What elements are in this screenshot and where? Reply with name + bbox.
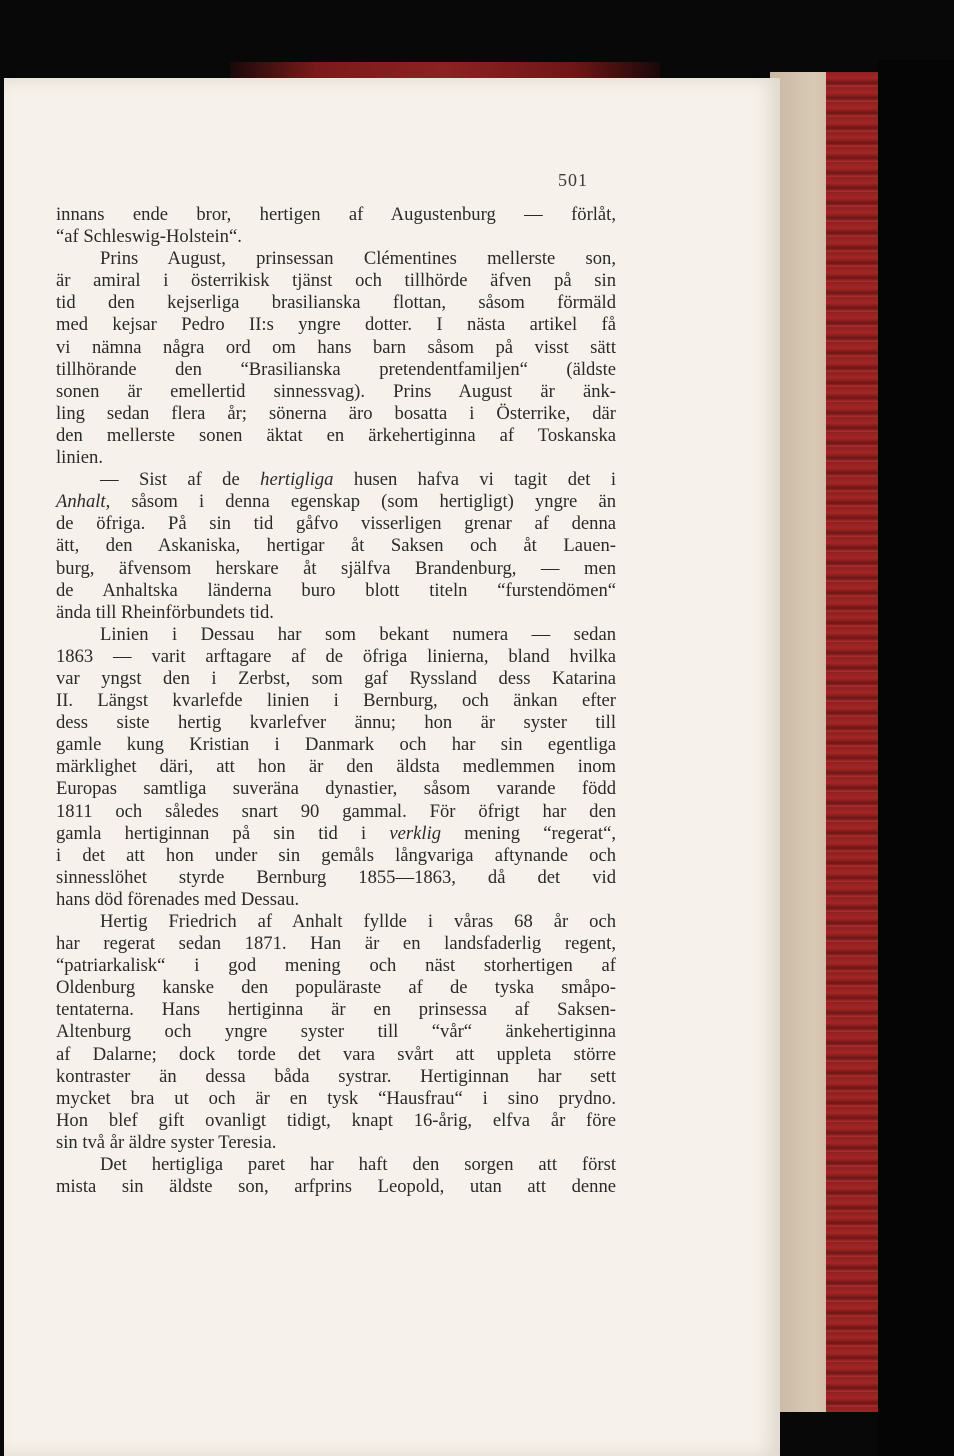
text-line: är amiral i österrikisk tjänst och tillhörde äfven på sin	[56, 270, 616, 292]
book-cover-edge	[826, 72, 878, 1412]
text-line: Prins August, prinsessan Clémentines mellerste son,	[100, 248, 616, 270]
page-number: 501	[558, 170, 588, 190]
text-line: vi nämna några ord om hans barn såsom på visst sätt	[56, 336, 616, 358]
text-line: Anhalt, såsom i denna egenskap (som hertigligt) yngre än	[56, 491, 616, 513]
text-line: de Anhaltska länderna buro blott titeln “furstendömen“	[56, 579, 616, 601]
text-line: de öfriga. På sin tid gåfvo visserligen grenar af denna	[56, 513, 616, 535]
text-line: sinnesslöhet styrde Bernburg 1855—1863, då det vid	[56, 866, 616, 888]
text-line: 1811 och således snart 90 gammal. För öfrigt har den	[56, 800, 616, 822]
text-line: Hon blef gift ovanligt tidigt, knapt 16-årig, elfva år före	[56, 1109, 616, 1131]
text-line: mycket bra ut och är en tysk “Hausfrau“ i sino prydno.	[56, 1087, 616, 1109]
text-line: tentaterna. Hans hertiginna är en prinsessa af Saksen-	[56, 999, 616, 1021]
text-line: linien.	[56, 447, 103, 469]
text-line: tid den kejserliga brasilianska flottan, såsom förmäld	[56, 292, 616, 314]
text-line: II. Längst kvarlefde linien i Bernburg, och änkan efter	[56, 690, 616, 712]
text-line: “af Schleswig-Holstein“.	[56, 226, 242, 248]
text-line: sin två år äldre syster Teresia.	[56, 1131, 277, 1153]
text-line: ända till Rheinförbundets tid.	[56, 601, 274, 623]
text-line: tillhörande den “Brasilianska pretendentfamiljen“ (äldste	[56, 358, 616, 380]
text-line: Europas samtliga suveräna dynastier, såsom varande född	[56, 778, 616, 800]
text-line: gamle kung Kristian i Danmark och har sin egentliga	[56, 734, 616, 756]
text-line: 1863 — varit arftagare af de öfriga linierna, bland hvilka	[56, 645, 616, 667]
text-line: gamla hertiginnan på sin tid i verklig mening “regerat“,	[56, 822, 616, 844]
text-line: “patriarkalisk“ i god mening och näst storhertigen af	[56, 955, 616, 977]
text-line: Altenburg och yngre syster till “vår“ änkehertiginna	[56, 1021, 616, 1043]
text-line: af Dalarne; dock torde det vara svårt att uppleta större	[56, 1043, 616, 1065]
text-line: sonen är emellertid sinnessvag). Prins August är änk-	[56, 380, 616, 402]
text-line: ling sedan flera år; sönerna äro bosatta i Österrike, där	[56, 402, 616, 424]
text-line: hans död förenades med Dessau.	[56, 888, 300, 910]
text-line: den mellerste sonen äktat en ärkehertiginna af Toskanska	[56, 424, 616, 446]
page-top-edge	[230, 62, 660, 78]
text-line: mista sin äldste son, arfprins Leopold, utan att denne	[56, 1176, 616, 1198]
text-line: burg, äfvensom herskare åt själfva Brandenburg, — men	[56, 557, 616, 579]
text-line: Hertig Friedrich af Anhalt fyllde i våras 68 år och	[100, 911, 616, 932]
text-line: Det hertigliga paret har haft den sorgen att först	[100, 1154, 616, 1176]
text-line: Linien i Dessau har som bekant numera — sedan	[100, 623, 616, 645]
text-line: märklighet däri, att hon är den äldsta medlemmen inom	[56, 756, 616, 778]
text-line: med kejsar Pedro II:s yngre dotter. I nästa artikel få	[56, 314, 616, 336]
text-line: — Sist af de hertigliga husen hafva vi tagit det i	[100, 469, 617, 491]
text-line: i det att hon under sin gemåls långvariga aftynande och	[56, 844, 616, 866]
text-line: ätt, den Askaniska, hertigar åt Saksen och åt Lauen-	[56, 535, 616, 557]
body-text	[56, 204, 616, 1198]
text-line: Oldenburg kanske den populäraste af de tyska småpo-	[56, 977, 616, 999]
text-line: var yngst den i Zerbst, som gaf Ryssland dess Katarina	[56, 667, 616, 689]
text-line: kontraster än dessa båda systrar. Hertiginnan har sett	[56, 1065, 616, 1087]
text-line: dess siste hertig kvarlefver ännu; hon är syster till	[56, 712, 616, 734]
text-line: innans ende bror, hertigen af Augustenburg — förlåt,	[56, 204, 616, 225]
text-line: har regerat sedan 1871. Han är en landsfaderlig regent,	[56, 933, 616, 955]
scan-border	[878, 60, 954, 1456]
